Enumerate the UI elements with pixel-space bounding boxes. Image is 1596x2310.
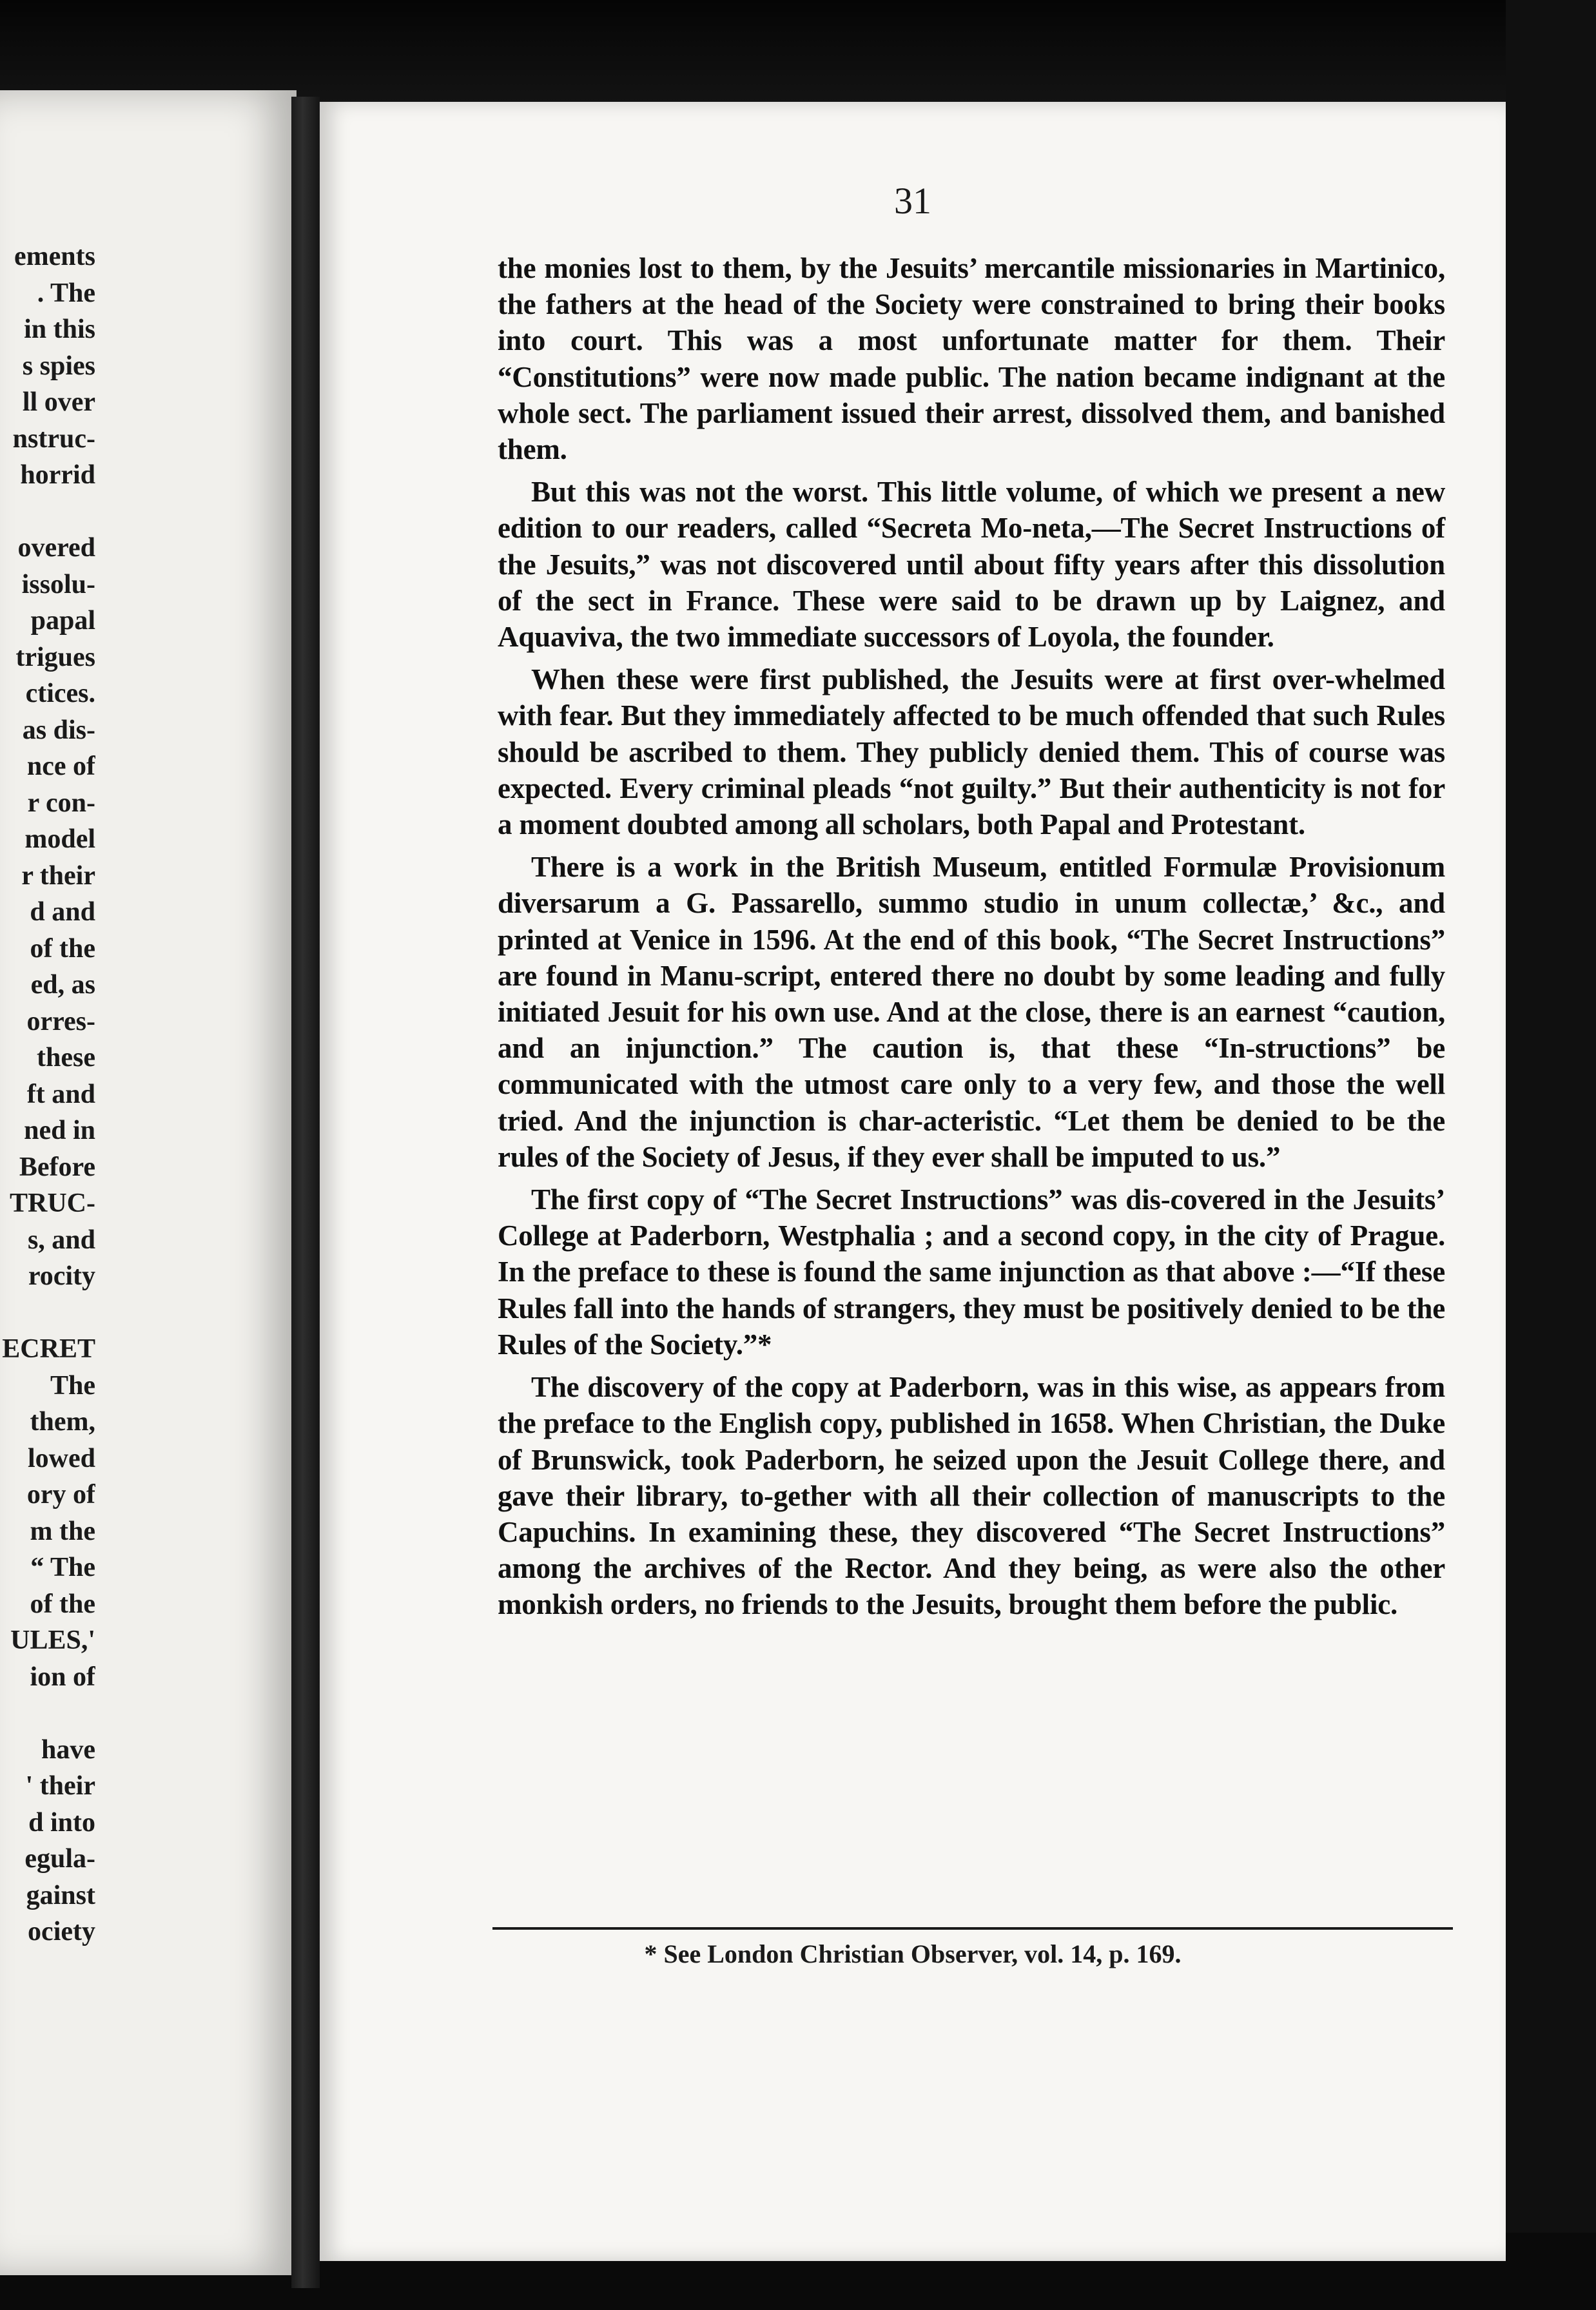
footnote: * See London Christian Observer, vol. 14, p. 169.	[644, 1939, 1182, 1968]
paragraph-4: There is a work in the British Museum, entitled Formulæ Provisionum diversarum a G. Passarello, summo studio in unum collectæ,’ &c., and printed at Venice in 1596. At the end of this book, “The Secret Instructions” are found in Manu-script, entered there no doubt by some leading and fully initiated Jesuit for his own use. And at the close, there is an earnest “caution, and an injunction.” The caution is, that these “In-structions” be communicated with the utmost care only to a very few, and those the well tried. And the injunction is char-acteristic. “Let them be denied to be the rules of the Society of Jesus, if they ever shall be imputed to us.”	[498, 851, 1445, 1173]
left-page-line: lowed	[28, 1443, 95, 1473]
left-page-line: ft and	[26, 1079, 95, 1109]
left-page-line: nce of	[26, 752, 95, 781]
left-page-line: Before	[19, 1152, 95, 1182]
paragraph-5: The first copy of “The Secret Instructions” was dis-covered in the Jesuits’ College at Paderborn, Westphalia ; and a second copy, in the city of Prague. In the preface to these is found the same injunction as that above :—“If these Rules fall into the hands of strangers, they must be positively denied to be the Rules of the Society.”*	[498, 1183, 1445, 1361]
left-page-line: egula-	[24, 1844, 95, 1874]
left-page-line: horrid	[20, 460, 95, 490]
left-page-line: rocity	[28, 1261, 95, 1291]
left-page-line: ctices.	[25, 679, 95, 708]
left-page-line: r their	[21, 860, 95, 891]
left-page-line: r con-	[27, 788, 95, 818]
left-page-line: ion of	[30, 1662, 95, 1692]
left-page-line: of the	[30, 1589, 95, 1619]
left-page-line: d into	[28, 1807, 95, 1838]
book-page	[320, 102, 1506, 2261]
paragraph-3: When these were first published, the Jesuits were at first over-whelmed with fear. But they immediately affected to be much offended that such Rules should be ascribed to them. They publicly denied them. This of course was expected. Every criminal pleads “not guilty.” But their authenticity is not for a moment doubted among all scholars, both Papal and Protestant.	[498, 663, 1445, 841]
left-page-line: nstruc-	[12, 423, 95, 454]
page-number: 31	[894, 180, 931, 222]
left-page-line: m the	[30, 1516, 95, 1546]
footnote-divider	[492, 1927, 1453, 1930]
left-page-line: ECRET	[2, 1334, 95, 1364]
page-body	[498, 250, 1445, 1629]
left-page-line	[0, 494, 95, 530]
left-page-line: s spies	[22, 351, 95, 381]
left-page-line: model	[24, 824, 95, 854]
left-page-line: ULES,'	[10, 1626, 95, 1655]
book-spine	[291, 97, 320, 2288]
left-page-line: papal	[30, 606, 95, 636]
left-page-line: as dis-	[22, 715, 95, 745]
left-page-line: issolu-	[21, 569, 95, 599]
left-page-line: these	[37, 1043, 95, 1072]
left-page-line: ned in	[24, 1116, 95, 1145]
left-page-line: overed	[17, 533, 95, 563]
left-page-text	[0, 238, 95, 1950]
left-page-line: The	[50, 1370, 95, 1401]
paragraph-6: The discovery of the copy at Paderborn, was in this wise, as appears from the preface to the English copy, published in 1658. When Christian, the Duke of Brunswick, took Paderborn, he seized upon the Jesuit College there, and gave their library, to-gether with all their collection of manuscripts to the Capuchins. In examining these, they discovered “The Secret Instructions” among the archives of the Rector. And they being, as were also the other monkish orders, no friends to the Jesuits, brought them before the public.	[498, 1371, 1445, 1621]
left-page-line: ory of	[26, 1480, 95, 1509]
scan-background-right	[1506, 0, 1596, 2310]
left-page-line: ' their	[25, 1771, 95, 1801]
paragraph-1: the monies lost to them, by the Jesuits’ mercantile missionaries in Martinico, the fathers at the head of the Society were constrained to bring their books into court. This was a most unfortunate matter for them. Their “Constitutions” were now made public. The nation became indignant at the whole sect. The parliament issued their arrest, dissolved them, and banished them.	[498, 252, 1445, 466]
left-page-line: TRUC-	[10, 1189, 95, 1218]
left-page-line: ements	[14, 242, 95, 271]
left-page-line: s, and	[27, 1225, 95, 1255]
left-page-line: in this	[24, 315, 95, 344]
left-page-line: ociety	[28, 1917, 95, 1946]
left-page-line: ll over	[22, 387, 95, 417]
left-page-line	[0, 1295, 95, 1332]
left-page-line: have	[41, 1734, 95, 1765]
left-page-line: trigues	[15, 642, 95, 672]
left-page-line: gainst	[26, 1880, 95, 1910]
left-page-fragment	[0, 90, 297, 2275]
left-page-line: orres-	[26, 1006, 95, 1036]
left-page-line: ed, as	[30, 970, 95, 1000]
paragraph-2: But this was not the worst. This little volume, of which we present a new edition to our readers, called “Secreta Mo-neta,—The Secret Instructions of the Jesuits,” was not discovered until about fifty years after this dissolution of the sect in France. These were said to be drawn up by Laignez, and Aquaviva, the two immediate successors of Loyola, the founder.	[498, 476, 1445, 654]
left-page-line: of the	[30, 933, 95, 964]
left-page-line: them,	[30, 1407, 95, 1437]
left-page-line	[0, 1695, 95, 1732]
left-page-line: “ The	[30, 1553, 95, 1582]
left-page-line: d and	[30, 897, 95, 927]
left-page-line: . The	[37, 278, 95, 308]
